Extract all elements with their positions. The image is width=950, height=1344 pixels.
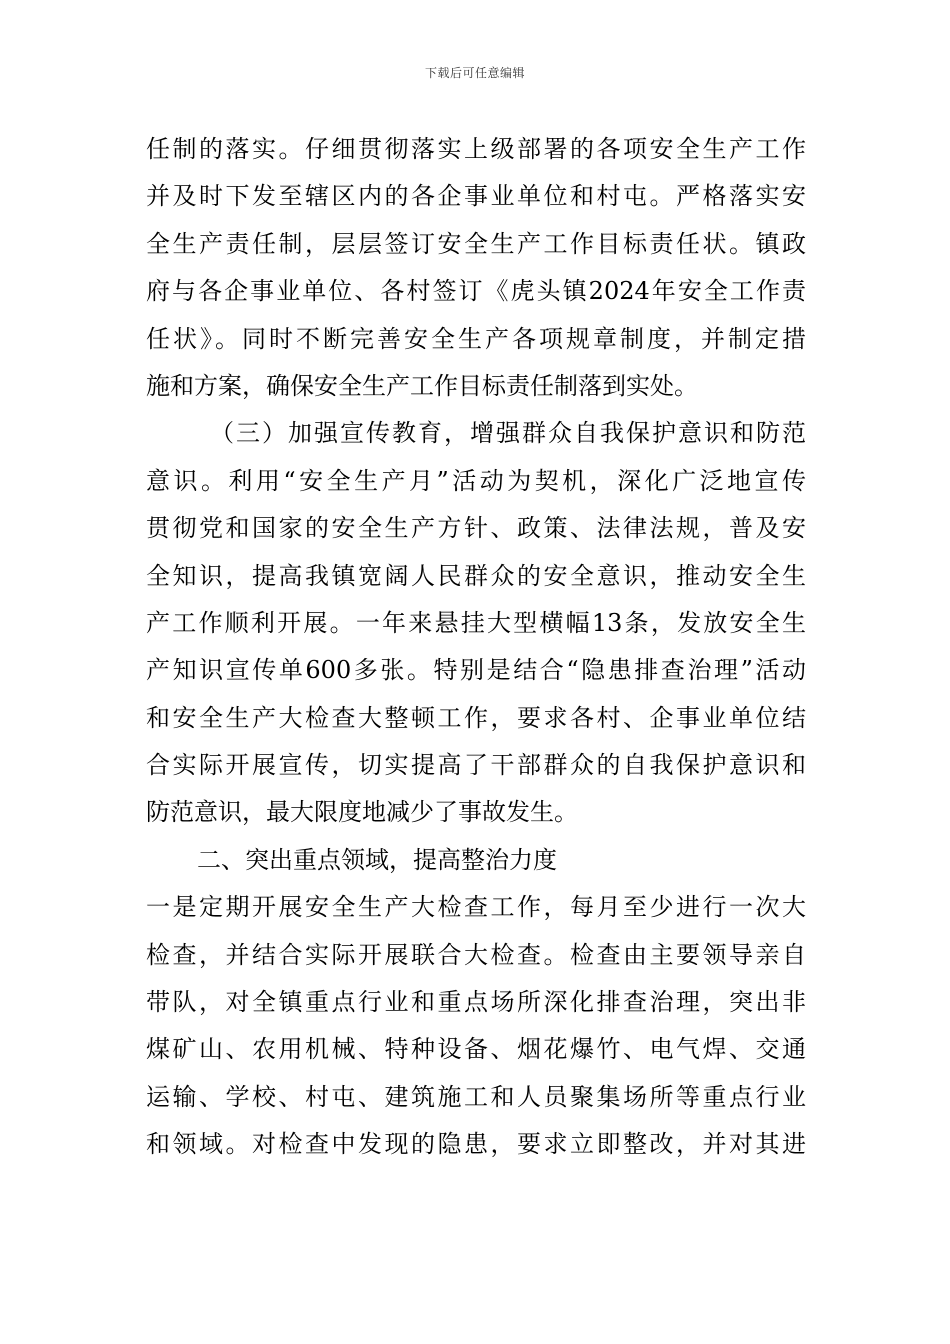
text-line: 贯彻党和国家的安全生产方针、政策、法律法规，普及安 <box>146 514 806 543</box>
text-line: 检查，并结合实际开展联合大检查。检查由主要领导亲自 <box>146 940 806 969</box>
text-line: 产工作顺利开展。一年来悬挂大型横幅13条，发放安全生 <box>146 608 806 637</box>
text-line: 一是定期开展安全生产大检查工作，每月至少进行一次大 <box>146 893 806 922</box>
section-heading: 二、突出重点领域，提高整治力度 <box>197 845 557 874</box>
text-line: 施和方案，确保安全生产工作目标责任制落到实处。 <box>146 371 698 400</box>
text-line: 合实际开展宣传，切实提高了干部群众的自我保护意识和 <box>146 751 806 780</box>
text-line: 防范意识，最大限度地减少了事故发生。 <box>146 798 578 827</box>
text-line: 府与各企事业单位、各村签订《虎头镇2024年安全工作责 <box>146 277 806 306</box>
text-line: 产知识宣传单600多张。特别是结合“隐患排查治理”活动 <box>146 656 806 685</box>
text-line: 并及时下发至辖区内的各企事业单位和村屯。严格落实安 <box>146 182 806 211</box>
text-line: 煤矿山、农用机械、特种设备、烟花爆竹、电气焊、交通 <box>146 1035 806 1064</box>
text-line: 意识。利用“安全生产月”活动为契机，深化广泛地宣传 <box>146 466 806 495</box>
text-line: 和安全生产大检查大整顿工作，要求各村、企事业单位结 <box>146 703 806 732</box>
text-line: 全生产责任制，层层签订安全生产工作目标责任状。镇政 <box>146 229 806 258</box>
paragraph-heading-line: （三）加强宣传教育，增强群众自我保护意识和防范 <box>210 419 806 448</box>
text-line: 和领域。对检查中发现的隐患，要求立即整改，并对其进 <box>146 1130 806 1159</box>
document-body <box>146 126 806 1169</box>
text-line: 任状》。同时不断完善安全生产各项规章制度，并制定措 <box>146 324 806 353</box>
text-line: 任制的落实。仔细贯彻落实上级部署的各项安全生产工作 <box>146 135 806 163</box>
header-note: 下载后可任意编辑 <box>424 66 525 80</box>
text-line: 运输、学校、村屯、建筑施工和人员聚集场所等重点行业 <box>146 1082 806 1111</box>
text-line: 全知识，提高我镇宽阔人民群众的安全意识，推动安全生 <box>146 561 806 590</box>
text-line: 带队，对全镇重点行业和重点场所深化排查治理，突出非 <box>146 988 806 1017</box>
